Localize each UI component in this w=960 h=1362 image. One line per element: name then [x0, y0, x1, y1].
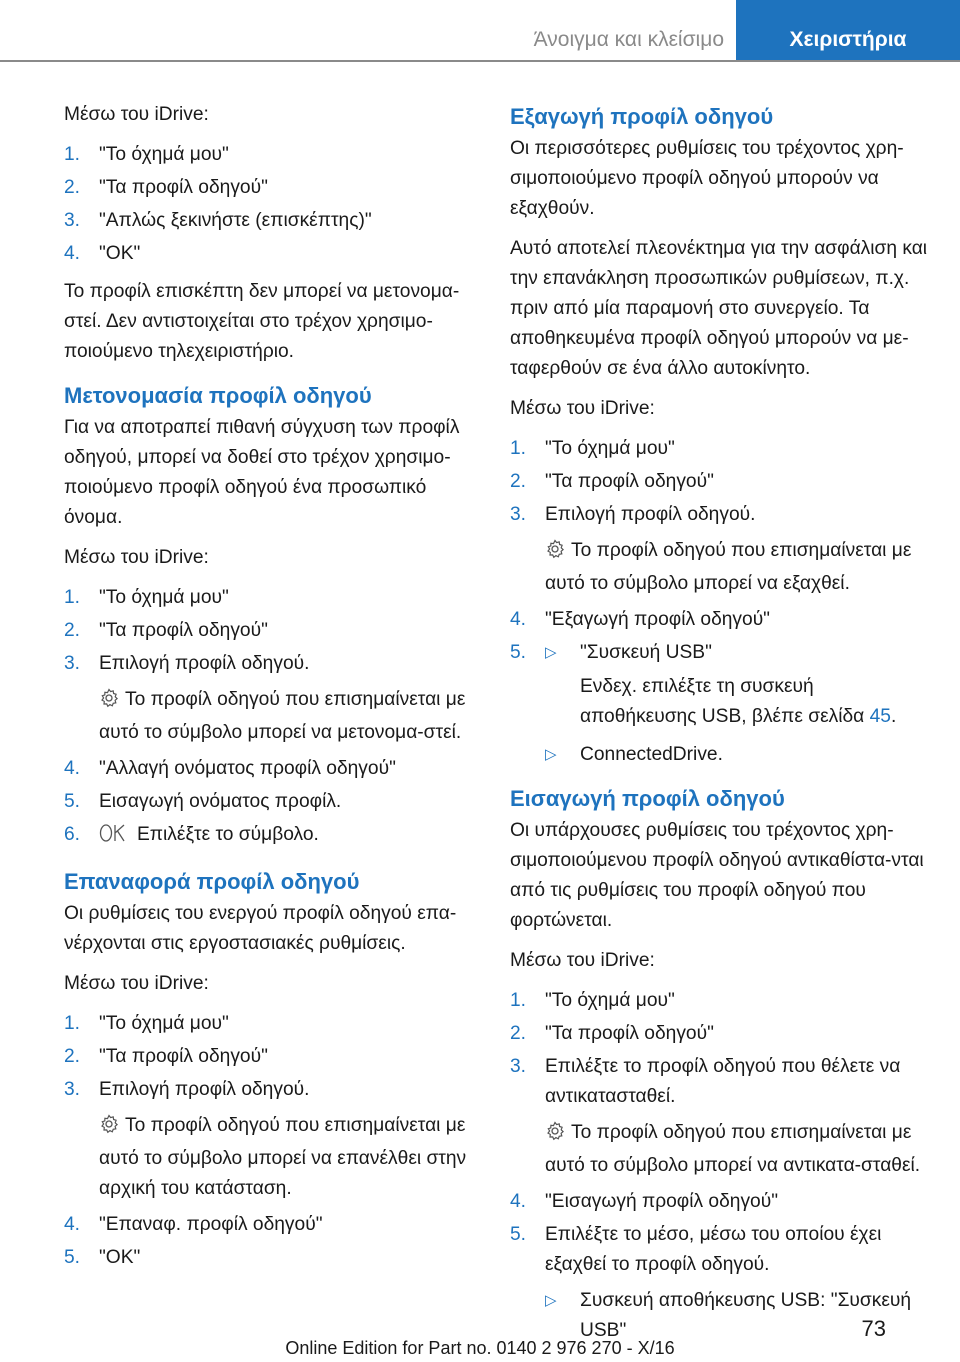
footer-edition: Online Edition for Part no. 0140 2 976 270 - X/16 — [285, 1338, 675, 1358]
list-item: 2. "Τα προφίλ οδηγού" — [64, 1046, 268, 1067]
list-item: ▷ "Συσκευή USB" Ενδεχ. επιλέξτε τη συσκευή αποθήκευσης USB, βλέπε σελίδα 45. — [545, 638, 930, 732]
export-targets — [545, 638, 930, 770]
import-steps — [510, 986, 930, 1346]
triangle-bullet-icon: ▷ — [545, 746, 557, 763]
list-item: 1. "Το όχημά μου" — [510, 438, 675, 459]
import-heading: Εισαγωγή προφίλ οδηγού — [510, 786, 785, 811]
chapter-tab[interactable] — [736, 0, 960, 62]
list-item: 3. Επιλογή προφίλ οδηγού. Το προφίλ οδηγού που επισημαίνεται με αυτό το σύμβολο μπορεί να επανέλθει στην αρχική του κατάσταση. — [64, 1075, 482, 1204]
list-item: 3. Επιλογή προφίλ οδηγού. Το προφίλ οδηγού που επισημαίνεται με αυτό το σύμβολο μπορεί να εξαχθεί. — [510, 500, 930, 599]
import-note: Το προφίλ οδηγού που επισημαίνεται με αυτό το σύμβολο μπορεί να αντικατα-σταθεί. — [545, 1122, 921, 1176]
via-idrive-text: Μέσω του iDrive: — [510, 398, 655, 419]
export-note: Το προφίλ οδηγού που επισημαίνεται με αυτό το σύμβολο μπορεί να εξαχθεί. — [545, 540, 912, 594]
left-column — [64, 100, 482, 1281]
page-link[interactable]: 45 — [869, 706, 891, 727]
list-item: 2. "Τα προφίλ οδηγού" — [510, 1023, 714, 1044]
list-item: 2. "Τα προφίλ οδηγού" — [64, 620, 268, 641]
list-item: 1. "Το όχημά μου" — [64, 587, 229, 608]
list-item: 1. "Το όχημά μου" — [510, 990, 675, 1011]
reset-heading: Επαναφορά προφίλ οδηγού — [64, 869, 360, 894]
list-item: ▷ Συσκευή αποθήκευσης USB: "Συσκευή USB" — [545, 1286, 930, 1346]
list-item: 4. "Επαναφ. προφίλ οδηγού" — [64, 1214, 323, 1235]
triangle-bullet-icon: ▷ — [545, 644, 557, 661]
list-item: 5. Επιλέξτε το μέσο, μέσω του οποίου έχει εξαχθεί το προφίλ οδηγού. ▷ Συσκευή αποθήκευσης USB: "Συσκευή USB" — [510, 1220, 930, 1346]
via-idrive-text: Μέσω του iDrive: — [64, 104, 209, 125]
list-item: 4. "OK" — [64, 243, 141, 264]
gear-icon — [545, 1121, 565, 1151]
ok-icon — [99, 823, 127, 853]
list-item: 1. "Το όχημά μου" — [64, 1013, 229, 1034]
guest-steps — [64, 140, 482, 269]
rename-text: Για να αποτραπεί πιθανή σύγχυση των προφίλ οδηγού, μπορεί να δοθεί στο τρέχον χρησιμο-ποιούμενο προφίλ οδηγού ένα προσωπικό όνομα. — [64, 417, 460, 528]
header-divider — [0, 60, 960, 62]
reset-text: Οι ρυθμίσεις του ενεργού προφίλ οδηγού επα-νέρχονται στις εργοστασιακές ρυθμίσεις. — [64, 903, 457, 954]
reset-steps — [64, 1009, 482, 1273]
export-heading: Εξαγωγή προφίλ οδηγού — [510, 104, 774, 129]
gear-icon — [545, 539, 565, 569]
export-text-1: Οι περισσότερες ρυθμίσεις του τρέχοντος χρη-σιμοποιούμενο προφίλ οδηγού μπορούν να εξαχθούν. — [510, 138, 904, 219]
usb-detail: Ενδεχ. επιλέξτε τη συσκευή αποθήκευσης USB, βλέπε σελίδα 45. — [580, 676, 897, 727]
list-item: 6. Επιλέξτε το σύμβολο. — [64, 820, 482, 853]
export-text-2: Αυτό αποτελεί πλεονέκτημα για την ασφάλιση και την επανάκληση προσωπικών ρυθμίσεων, π.χ. πριν από μία παραμονή στο συνεργείο. Τα αποθηκευμένα προφίλ οδηγού μπορούν να με-ταφερθούν σε ένα άλλο αυτοκίνητο. — [510, 238, 928, 379]
via-idrive-text: Μέσω του iDrive: — [64, 973, 209, 994]
list-item: 2. "Τα προφίλ οδηγού" — [64, 177, 268, 198]
list-item: 5. Εισαγωγή ονόματος προφίλ. — [64, 791, 342, 812]
via-idrive-text: Μέσω του iDrive: — [64, 547, 209, 568]
list-item: 3. Επιλογή προφίλ οδηγού. Το προφίλ οδηγού που επισημαίνεται με αυτό το σύμβολο μπορεί να μετονομα-στεί. — [64, 649, 482, 748]
chapter-label: Χειριστήρια — [789, 28, 907, 51]
rename-heading: Μετονομασία προφίλ οδηγού — [64, 383, 372, 408]
list-item: ▷ ConnectedDrive. — [545, 740, 930, 770]
guest-note: Το προφίλ επισκέπτη δεν μπορεί να μετονομα-στεί. Δεν αντιστοιχείται στο τρέχον χρησιμο-ποιούμενο τηλεχειριστήριο. — [64, 281, 460, 362]
list-item: 3. "Απλώς ξεκινήστε (επισκέπτης)" — [64, 210, 372, 231]
rename-note: Το προφίλ οδηγού που επισημαίνεται με αυτό το σύμβολο μπορεί να μετονομα-στεί. — [99, 689, 466, 743]
page-number: 73 — [861, 1316, 886, 1341]
list-item: 1. "Το όχημά μου" — [64, 144, 229, 165]
import-text: Οι υπάρχουσες ρυθμίσεις του τρέχοντος χρη-σιμοποιούμενου προφίλ οδηγού αντικαθίστα-νται από τις ρυθμίσεις του προφίλ οδηγού που φορτώνεται. — [510, 820, 924, 931]
rename-steps — [64, 583, 482, 853]
page-header — [0, 0, 960, 62]
triangle-bullet-icon: ▷ — [545, 1292, 557, 1309]
gear-icon — [99, 688, 119, 718]
gear-icon — [99, 1114, 119, 1144]
section-title: Άνοιγμα και κλείσιμο — [533, 28, 724, 51]
list-item: 3. Επιλέξτε το προφίλ οδηγού που θέλετε να αντικατασταθεί. Το προφίλ οδηγού που επισημαίνεται με αυτό το σύμβολο μπορεί να αντικατα-σταθεί. — [510, 1052, 930, 1181]
list-item: 2. "Τα προφίλ οδηγού" — [510, 471, 714, 492]
reset-note: Το προφίλ οδηγού που επισημαίνεται με αυτό το σύμβολο μπορεί να επανέλθει στην αρχική του κατάσταση. — [99, 1115, 467, 1199]
list-item: 5. ▷ "Συσκευή USB" Ενδεχ. επιλέξτε τη συσκευή αποθήκευσης USB, βλέπε σελίδα 45. ▷ ConnectedDrive. — [510, 638, 930, 770]
export-steps — [510, 434, 930, 770]
list-item: 4. "Εισαγωγή προφίλ οδηγού" — [510, 1191, 779, 1212]
list-item: 5. "OK" — [64, 1247, 141, 1268]
list-item: 4. "Εξαγωγή προφίλ οδηγού" — [510, 609, 770, 630]
right-column — [510, 100, 930, 1354]
via-idrive-text: Μέσω του iDrive: — [510, 950, 655, 971]
list-item: 4. "Αλλαγή ονόματος προφίλ οδηγού" — [64, 758, 396, 779]
